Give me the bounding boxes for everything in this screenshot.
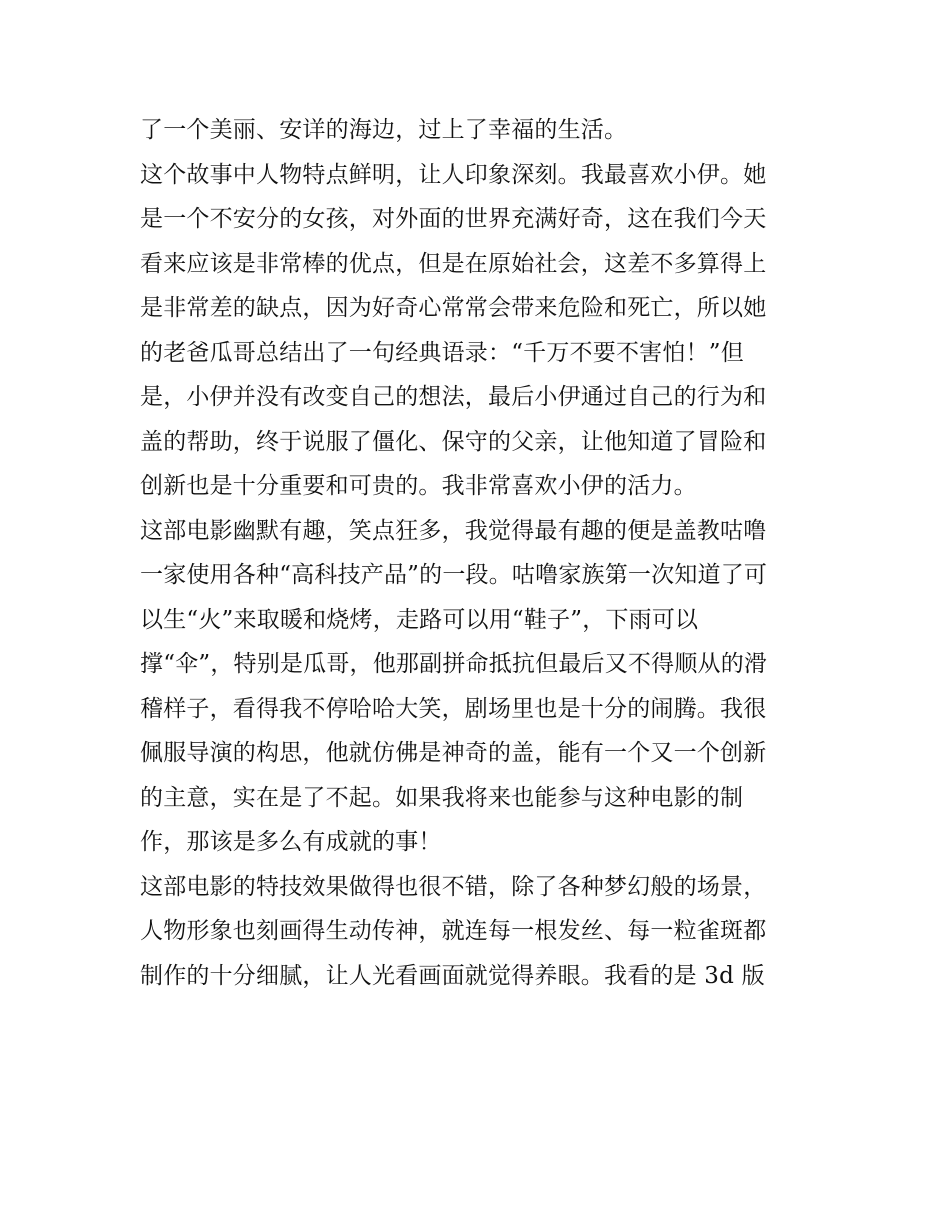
text-line: 佩服导演的构思，他就仿佛是神奇的盖，能有一个又一个创新 [140, 740, 767, 766]
body-text [140, 108, 830, 998]
text-line: 人物形象也刻画得生动传神，就连每一根发丝、每一粒雀斑都 [140, 918, 767, 944]
text-line: 这部电影的特技效果做得也很不错，除了各种梦幻般的场景， [140, 873, 767, 900]
text-line: 以生“火”来取暖和烧烤，走路可以用“鞋子”，下雨可以 [140, 606, 699, 633]
text-line: 稽样子，看得我不停哈哈大笑，剧场里也是十分的闹腾。我很 [140, 695, 767, 722]
text-line: 是一个不安分的女孩，对外面的世界充满好奇，这在我们今天 [140, 206, 767, 232]
text-line: 这部电影幽默有趣，笑点狂多，我觉得最有趣的便是盖教咕噜 [140, 517, 767, 544]
text-line: 了一个美丽、安详的海边，过上了幸福的生活。 [140, 117, 628, 143]
text-line: 是非常差的缺点，因为好奇心常常会带来危险和死亡，所以她 [140, 295, 767, 321]
text-line: 制作的十分细腻，让人光看画面就觉得养眼。我看的是 3d 版 [140, 962, 765, 989]
text-line: 盖的帮助，终于说服了僵化、保守的父亲，让他知道了冒险和 [140, 428, 767, 455]
text-line: 的老爸瓜哥总结出了一句经典语录：“千万不要不害怕！”但 [140, 339, 744, 366]
text-line: 是，小伊并没有改变自己的想法，最后小伊通过自己的行为和 [140, 384, 767, 410]
text-line: 撑“伞”，特别是瓜哥，他那副拼命抵抗但最后又不得顺从的滑 [140, 651, 768, 677]
text-line: 创新也是十分重要和可贵的。我非常喜欢小伊的活力。 [140, 473, 697, 499]
text-line: 的主意，实在是了不起。如果我将来也能参与这种电影的制 [140, 784, 744, 811]
text-line: 一家使用各种“高科技产品”的一段。咕噜家族第一次知道了可 [140, 562, 768, 588]
text-line: 看来应该是非常棒的优点，但是在原始社会，这差不多算得上 [140, 250, 767, 277]
text-line: 作，那该是多么有成就的事！ [140, 829, 442, 855]
text-line: 这个故事中人物特点鲜明，让人印象深刻。我最喜欢小伊。她 [140, 161, 767, 188]
